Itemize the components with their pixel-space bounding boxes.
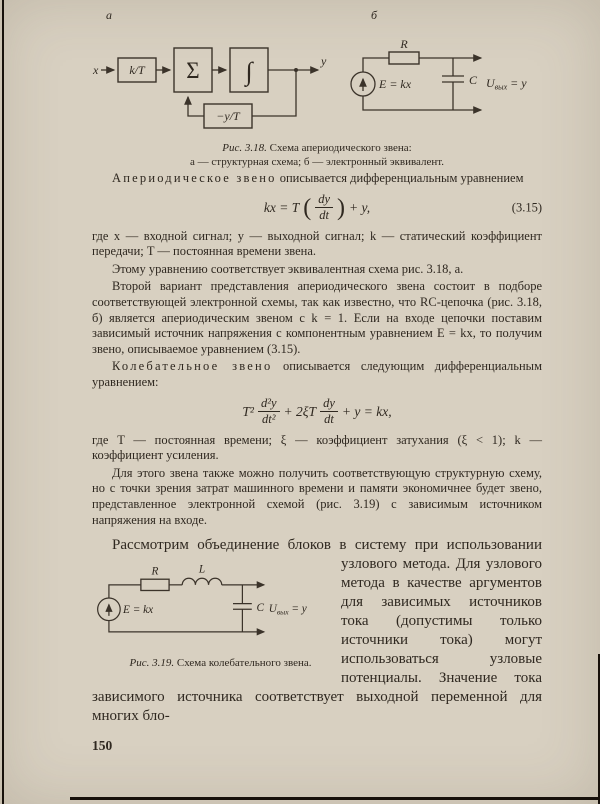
figure-319 [92,560,329,670]
figure-318b [345,8,545,134]
resistor-symbol [141,579,169,590]
output-voltage-label: $U_{вых} = y$ [268,603,307,617]
close-paren: ) [337,194,346,221]
paragraph-equivalent: Этому уравнению соответствует эквивалентная схема рис. 3.18, а. [112,261,464,276]
figure-318a [92,8,337,134]
eq2-middle-term: + 2ξT [283,403,317,419]
figure-319-title: Схема колебательного звена. [176,657,312,670]
fraction [315,193,333,222]
page-content [92,6,542,754]
fraction-denominator: dt [319,208,329,223]
emphasized-term: Апериодическое звено [112,171,277,185]
source-label: E = kx [123,604,154,617]
sigma-symbol: Σ [186,58,200,83]
nodal-sentence-2: Для узлового метода в качестве аргументов для зависимых источников тока (допустимы только источники тока) могут использоваться узловые потенциалы. Значение тока зависимого источника соответствует выходной переменной для многих бло- [92,556,542,725]
paragraph-structural: Для этого звена также можно получить соответствующую структурную схему, но с точки зрения затрат машинного времени и памяти экономичнее будет звено, представленное электронной схемой (рис. 3.19) с зависимым источником напряжения на входе. [92,465,542,527]
capacitor-label: C [469,73,478,87]
paragraph-oscillatory-rest: описывается следующим дифференциальным уравнением: [92,359,542,389]
nodal-sentence-1: Рассмотрим объединение блоков в систему при использовании узлового метода. [112,537,542,573]
page-number: 150 [92,738,113,754]
paragraph-second-variant: Второй вариант представления апериодического звена состоит в подборе соответствующей электронной схемы, так как известно, что RC-цепочка (рис. 3.18, б) является апериодическим звеном с k = 1. Если на входе цепочки поставим зависимый источник напряжения с компонентным уравнением E = kx, то получим звено, описываемое уравнением (3.15). [92,279,542,356]
figure-318-title: Схема апериодического звена: [269,142,412,154]
equation-oscillatory [92,397,542,427]
fraction-denominator: dt² [262,412,276,427]
fraction-denominator: dt [324,412,334,427]
eq315-lhs: kx = T [263,199,300,215]
rlc-circuit-diagram [92,560,327,652]
eq315-rhs: + y, [349,199,371,215]
source-label: E = kx [379,77,412,91]
figure-318-number: Рис. 3.18. [222,142,267,154]
fraction-numerator: d²y [258,397,280,412]
paragraph-oscillatory [92,359,542,390]
wires [351,58,481,110]
figure-318-caption-sub: а — структурная схема; б — электронный эквивалент. [189,156,444,168]
paragraph-nodal [92,536,542,726]
equation-315-body [262,193,372,222]
paragraph-aperiodic [92,171,542,187]
scan-edge-bottom [70,797,600,800]
equation-315 [92,193,542,223]
figure-318-caption [92,141,542,169]
input-signal-label: x [93,63,99,77]
scan-edge-left [2,0,4,804]
open-paren: ( [303,194,312,221]
inductor-label: L [198,563,206,576]
eq2-rhs: + y = kx, [341,403,392,419]
figure-319-number: Рис. 3.19. [129,657,175,670]
paragraph-aperiodic-rest: описывается дифференциальным уравнением [279,171,524,185]
structural-scheme-diagram [92,24,337,134]
eq2-term1: T² [242,403,254,419]
fraction [258,397,280,426]
figure-318b-label: б [371,8,378,22]
inductor-symbol [182,578,221,585]
paragraph-where-2: где T — постоянная времени; ξ — коэффициент затухания (ξ < 1); k — коэффициент усиления. [92,432,542,463]
output-signal-label: y [321,54,327,68]
resistor-label: R [400,37,408,51]
fraction [320,397,338,426]
figure-318a-label: а [106,8,112,22]
figure-318-caption-title [92,141,542,155]
fraction-numerator: dy [315,193,333,208]
rc-circuit-diagram [345,24,545,134]
resistor-symbol [389,52,419,64]
feedback-block-label: −y/T [216,109,240,123]
paragraph-where-1: где x — входной сигнал; y — выходной сигнал; k — статический коэффициент передачи; T — постоянная времени звена. [92,228,542,259]
equation-oscillatory-body [240,397,393,426]
fraction-numerator: dy [320,397,338,412]
output-voltage-label: $U_{вых} = y$ [486,76,527,92]
resistor-label: R [151,565,159,578]
equation-number: (3.15) [511,200,542,215]
figure-319-caption [92,656,329,670]
gain-block-label: k/T [129,63,145,77]
figure-318 [92,8,542,134]
emphasized-term: Колебательное звено [112,359,273,374]
integral-symbol: ∫ [245,57,253,86]
capacitor-label: C [256,602,265,615]
